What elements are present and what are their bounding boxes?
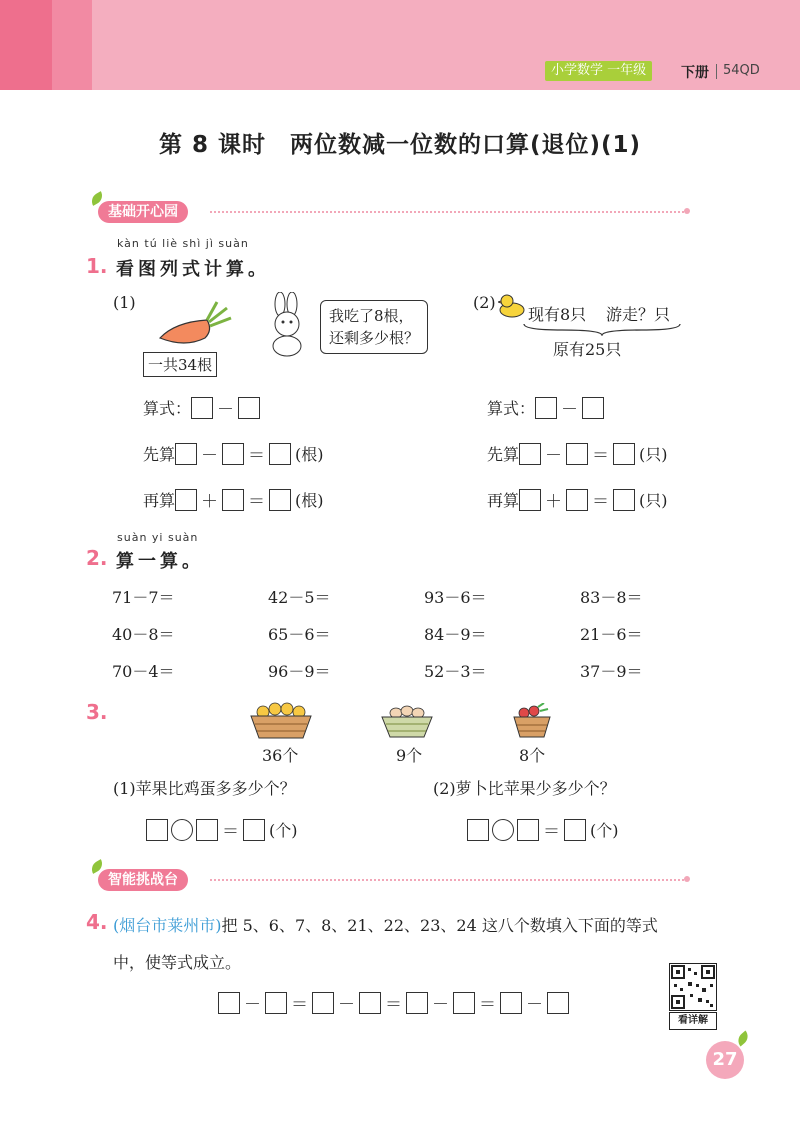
q3-sub1-equation xyxy=(146,817,298,842)
q1-part2-label: (2) xyxy=(473,293,496,312)
header-stripe xyxy=(52,0,92,90)
minus-sign: － xyxy=(201,446,219,466)
book-code: 54QD xyxy=(723,63,760,78)
answer-box[interactable] xyxy=(566,489,588,511)
rabbit-icon xyxy=(262,292,312,358)
then-step-label: 再算 xyxy=(487,491,520,510)
rabbit-speech-bubble xyxy=(320,300,428,354)
q4-line2: 中，使等式成立。 xyxy=(113,953,242,972)
formula-label: 算式： xyxy=(487,399,536,418)
answer-box[interactable] xyxy=(519,443,541,465)
answer-box[interactable] xyxy=(269,443,291,465)
unit-label: (只) xyxy=(639,491,668,510)
answer-box[interactable] xyxy=(222,443,244,465)
minus-sign: － xyxy=(244,995,261,1015)
duck-icon xyxy=(498,292,528,320)
answer-box[interactable] xyxy=(222,489,244,511)
answer-box[interactable] xyxy=(500,992,522,1014)
answer-box[interactable] xyxy=(243,819,265,841)
section-divider-end xyxy=(684,208,690,214)
q1-part2-first-step xyxy=(487,441,668,466)
leaf-icon xyxy=(735,1031,752,1047)
unit-label: (根) xyxy=(295,445,324,464)
calc-item: 71－7＝ xyxy=(112,588,175,607)
equals-sign: ＝ xyxy=(291,995,308,1015)
answer-box[interactable] xyxy=(218,992,240,1014)
section-challenge-title: 智能挑战台 xyxy=(98,869,188,891)
answer-box[interactable] xyxy=(175,489,197,511)
radish-basket-icon xyxy=(512,703,552,739)
answer-box[interactable] xyxy=(613,489,635,511)
q3-sub2: (2)萝卜比苹果少多少个？ xyxy=(433,779,616,798)
then-step-label: 再算 xyxy=(143,491,176,510)
calc-item: 93－6＝ xyxy=(424,588,487,607)
q1-pinyin: kàn tú liè shì jì suàn xyxy=(117,237,249,250)
unit-label: (根) xyxy=(295,491,324,510)
operator-circle[interactable] xyxy=(492,819,514,841)
q1-part2-formula xyxy=(487,395,604,420)
answer-box[interactable] xyxy=(453,992,475,1014)
header-stripe xyxy=(0,0,52,90)
section-divider-end xyxy=(684,876,690,882)
q2-number: 2. xyxy=(86,546,108,570)
answer-box[interactable] xyxy=(191,397,213,419)
unit-label: (只) xyxy=(639,445,668,464)
answer-box[interactable] xyxy=(547,992,569,1014)
duck-now-count: 现有8只 xyxy=(528,305,587,324)
egg-basket-icon xyxy=(380,703,434,739)
bubble-line: 还剩多少根？ xyxy=(329,329,420,347)
q4-source: (烟台市莱州市) xyxy=(113,916,222,935)
header-band xyxy=(0,0,800,90)
answer-box[interactable] xyxy=(265,992,287,1014)
q1-part1-first-step xyxy=(143,441,324,466)
answer-box[interactable] xyxy=(582,397,604,419)
q1-part1-then-step xyxy=(143,487,324,512)
minus-sign: － xyxy=(432,995,449,1015)
carrot-icon xyxy=(155,300,235,350)
answer-box[interactable] xyxy=(517,819,539,841)
first-step-label: 先算 xyxy=(487,445,520,464)
operator-circle[interactable] xyxy=(171,819,193,841)
plus-sign: ＋ xyxy=(201,492,219,512)
unit-label: (个) xyxy=(590,821,619,840)
equals-sign: ＝ xyxy=(222,822,239,842)
brace-icon xyxy=(522,322,682,336)
answer-box[interactable] xyxy=(238,397,260,419)
minus-sign: － xyxy=(338,995,355,1015)
calc-item: 21－6＝ xyxy=(580,625,643,644)
apple-count: 36个 xyxy=(262,746,299,765)
formula-label: 算式： xyxy=(143,399,192,418)
equals-sign: ＝ xyxy=(543,822,560,842)
q1-part1-label: (1) xyxy=(113,293,136,312)
q2-text: 算一算。 xyxy=(116,551,204,572)
radish-count: 8个 xyxy=(519,746,546,765)
equals-sign: ＝ xyxy=(385,995,402,1015)
calc-item: 37－9＝ xyxy=(580,662,643,681)
answer-box[interactable] xyxy=(175,443,197,465)
q1-part2-then-step xyxy=(487,487,668,512)
minus-sign: － xyxy=(561,400,579,420)
calc-item: 65－6＝ xyxy=(268,625,331,644)
answer-box[interactable] xyxy=(566,443,588,465)
carrot-total-label: 一共34根 xyxy=(143,352,217,377)
q4-number: 4. xyxy=(86,910,108,934)
header-divider xyxy=(716,64,717,79)
q1-part1-formula xyxy=(143,395,260,420)
calc-item: 84－9＝ xyxy=(424,625,487,644)
q3-sub2-equation xyxy=(467,817,619,842)
calc-item: 40－8＝ xyxy=(112,625,175,644)
calc-item: 83－8＝ xyxy=(580,588,643,607)
answer-box[interactable] xyxy=(312,992,334,1014)
calc-item: 70－4＝ xyxy=(112,662,175,681)
plus-sign: ＋ xyxy=(545,492,563,512)
minus-sign: － xyxy=(526,995,543,1015)
equals-sign: ＝ xyxy=(479,995,496,1015)
answer-box[interactable] xyxy=(535,397,557,419)
duck-swam-away: 游走？只 xyxy=(606,305,671,324)
answer-box[interactable] xyxy=(519,489,541,511)
q3-number: 3. xyxy=(86,700,108,724)
answer-box[interactable] xyxy=(467,819,489,841)
grade-tag: 小学数学 一年级 xyxy=(545,61,652,81)
equals-sign: ＝ xyxy=(248,492,266,512)
answer-box[interactable] xyxy=(196,819,218,841)
bubble-line: 我吃了8根， xyxy=(329,307,414,325)
apple-basket-icon xyxy=(249,700,313,740)
minus-sign: － xyxy=(217,400,235,420)
answer-box[interactable] xyxy=(406,992,428,1014)
answer-box[interactable] xyxy=(146,819,168,841)
equals-sign: ＝ xyxy=(592,492,610,512)
section-divider xyxy=(210,211,684,213)
volume-label: 下册 xyxy=(681,65,709,81)
answer-box[interactable] xyxy=(359,992,381,1014)
q4-line1 xyxy=(113,913,658,936)
q1-number: 1. xyxy=(86,254,108,278)
q4-text: 把 5、6、7、8、21、22、23、24 这八个数填入下面的等式 xyxy=(221,916,658,935)
q2-pinyin: suàn yi suàn xyxy=(117,531,199,544)
duck-original-count: 原有25只 xyxy=(553,340,622,359)
lesson-title: 第 8 课时 两位数减一位数的口算(退位)(1) xyxy=(158,132,642,158)
q3-sub1: (1)苹果比鸡蛋多多少个？ xyxy=(113,779,296,798)
unit-label: (个) xyxy=(269,821,298,840)
first-step-label: 先算 xyxy=(143,445,176,464)
q4-equation xyxy=(218,990,569,1015)
section-basic-title: 基础开心园 xyxy=(98,201,188,223)
qr-code-icon[interactable] xyxy=(669,963,717,1011)
answer-box[interactable] xyxy=(613,443,635,465)
q1-text: 看图列式计算。 xyxy=(116,259,270,280)
calc-item: 42－5＝ xyxy=(268,588,331,607)
page-number: 27 xyxy=(706,1041,744,1079)
egg-count: 9个 xyxy=(396,746,423,765)
minus-sign: － xyxy=(545,446,563,466)
calc-item: 52－3＝ xyxy=(424,662,487,681)
qr-label: 看详解 xyxy=(669,1012,717,1030)
answer-box[interactable] xyxy=(269,489,291,511)
equals-sign: ＝ xyxy=(592,446,610,466)
answer-box[interactable] xyxy=(564,819,586,841)
calc-item: 96－9＝ xyxy=(268,662,331,681)
section-divider xyxy=(210,879,684,881)
equals-sign: ＝ xyxy=(248,446,266,466)
